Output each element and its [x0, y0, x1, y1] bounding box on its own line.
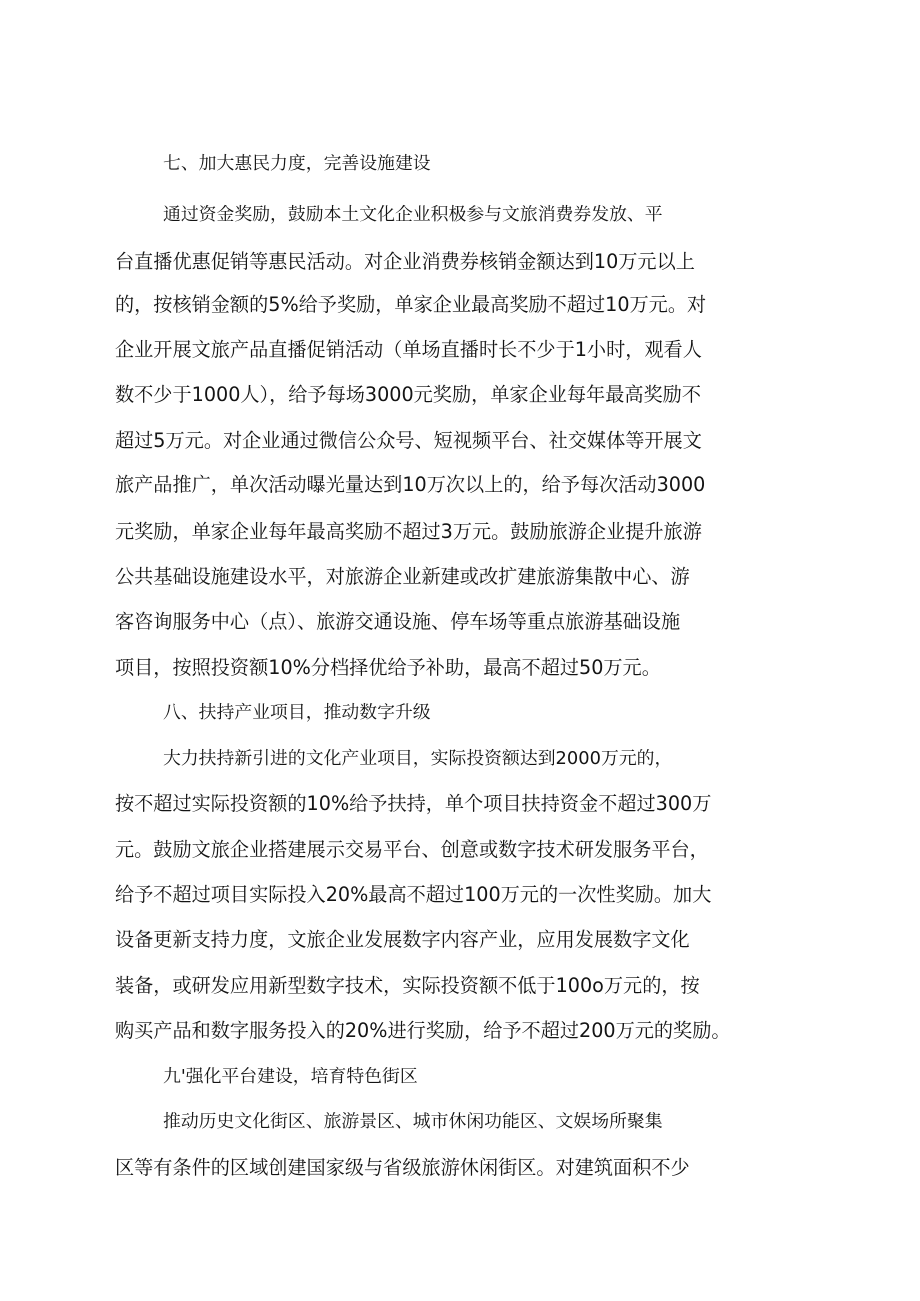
paragraph-line: [0, 555, 920, 599]
paragraph-line: [0, 373, 920, 417]
line-text: 区等有条件的区域创建国家级与省级旅游休闲街区。对建筑面积不少: [115, 1156, 690, 1179]
line-text: 设备更新支持力度，文旅企业发展数字内容产业，应用发展数字文化: [115, 928, 690, 951]
section-heading-9: [0, 1055, 920, 1099]
paragraph-line: [0, 510, 920, 554]
paragraph-line: [0, 828, 920, 872]
line-text: 通过资金奖励，鼓励本土文化企业积极参与文旅消费券发放、平: [163, 204, 663, 225]
line-text: 数不少于1000人），给予每场3000元奖励，单家企业每年最高奖励不: [115, 383, 701, 406]
heading-text: 八、扶持产业项目，推动数字升级: [163, 702, 431, 723]
line-text: 给予不超过项目实际投入20%最高不超过100万元的一次性奖励。加大: [115, 883, 712, 906]
section-heading-7: [0, 142, 920, 186]
line-text: 公共基础设施建设水平，对旅游企业新建或改扩建旅游集散中心、游: [115, 565, 690, 588]
paragraph-line: [0, 463, 920, 507]
paragraph-line: [0, 600, 920, 644]
line-text: 元奖励，单家企业每年最高奖励不超过3万元。鼓励旅游企业提升旅游: [115, 520, 702, 543]
line-text: 旅产品推广，单次活动曝光量达到10万次以上的，给予每次活动3000: [115, 473, 706, 496]
paragraph-line: [0, 964, 920, 1008]
line-text: 装备，或研发应用新型数字技术，实际投资额不低于100o万元的，按: [115, 974, 700, 997]
paragraph-line: [0, 193, 920, 237]
paragraph-line: [0, 918, 920, 962]
paragraph-line: [0, 1009, 920, 1053]
line-text: 元。鼓励文旅企业搭建展示交易平台、创意或数字技术研发服务平台，: [115, 838, 709, 861]
paragraph-line: [0, 873, 920, 917]
heading-text: 九'强化平台建设，培育特色街区: [163, 1066, 418, 1087]
paragraph-line: [0, 419, 920, 463]
paragraph-line: [0, 737, 920, 781]
line-text: 客咨询服务中心（点）、旅游交通设施、停车场等重点旅游基础设施: [115, 610, 681, 633]
heading-text: 七、加大惠民力度，完善设施建设: [163, 153, 431, 174]
paragraph-line: [0, 240, 920, 284]
section-heading-8: [0, 691, 920, 735]
line-text: 企业开展文旅产品直播促销活动（单场直播时长不少于1小时，观看人: [115, 338, 702, 361]
line-text: 按不超过实际投资额的10%给予扶持，单个项目扶持资金不超过300万: [115, 792, 712, 815]
line-text: 推动历史文化街区、旅游景区、城市休闲功能区、文娱场所聚集: [163, 1111, 663, 1132]
paragraph-line: [0, 646, 920, 690]
paragraph-line: [0, 1146, 920, 1190]
paragraph-line: [0, 283, 920, 327]
paragraph-line: [0, 1100, 920, 1144]
line-text: 的，按核销金额的5%给予奖励，单家企业最高奖励不超过10万元。对: [115, 293, 707, 316]
line-text: 项目，按照投资额10%分档择优给予补助，最高不超过50万元。: [115, 656, 661, 679]
paragraph-line: [0, 782, 920, 826]
line-text: 大力扶持新引进的文化产业项目，实际投资额达到2000万元的，: [163, 748, 673, 769]
paragraph-line: [0, 328, 920, 372]
line-text: 超过5万元。对企业通过微信公众号、短视频平台、社交媒体等开展文: [115, 429, 702, 452]
line-text: 购买产品和数字服务投入的20%进行奖励，给予不超过200万元的奖励。: [115, 1019, 731, 1042]
line-text: 台直播优惠促销等惠民活动。对企业消费券核销金额达到10万元以上: [115, 250, 695, 273]
